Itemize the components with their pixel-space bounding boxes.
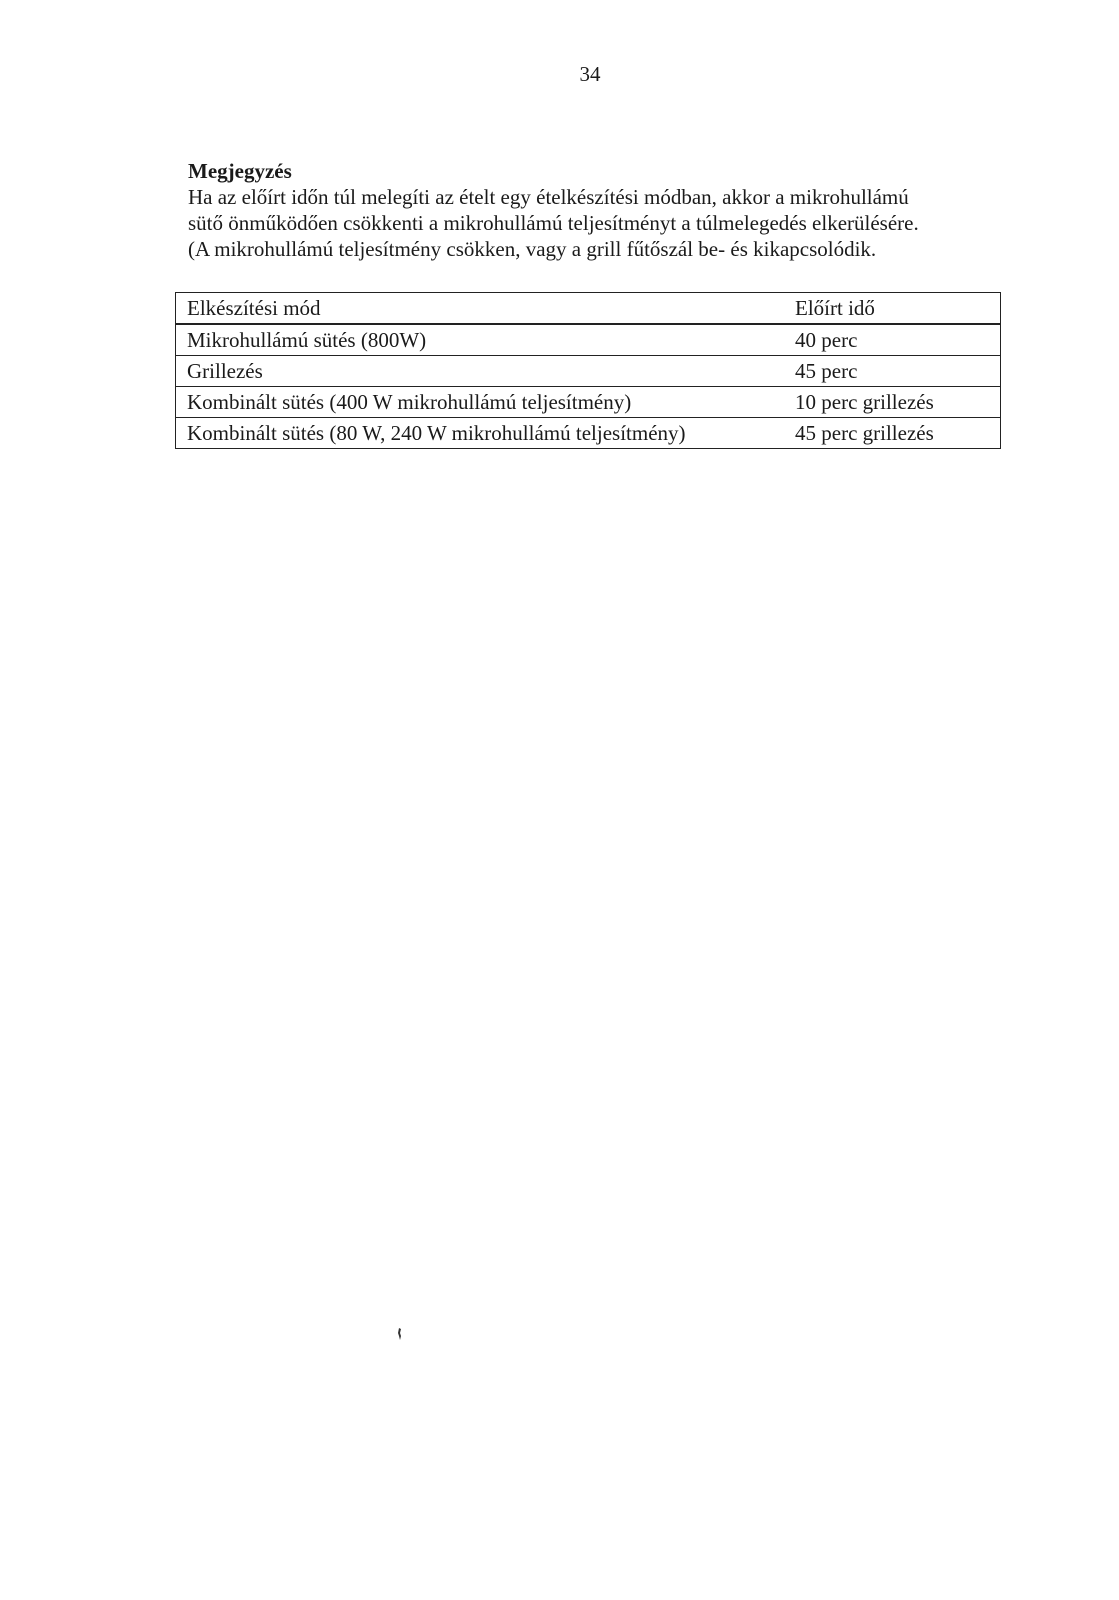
table-header-row <box>176 293 1001 325</box>
method-cell: Grillezés <box>176 356 778 387</box>
method-cell: Kombinált sütés (80 W, 240 W mikrohullámú teljesítmény) <box>176 418 778 449</box>
time-cell: 40 perc <box>777 324 1001 356</box>
page-number: 34 <box>579 62 601 86</box>
note-line: Ha az előírt időn túl melegíti az ételt egy ételkészítési módban, akkor a mikrohullámú <box>188 185 909 209</box>
time-cell: 45 perc <box>777 356 1001 387</box>
table-row <box>176 356 1001 387</box>
note-title: Megjegyzés <box>188 159 292 183</box>
table-row <box>176 387 1001 418</box>
table-row <box>176 418 1001 449</box>
header-time: Előírt idő <box>777 293 1001 325</box>
table-row <box>176 324 1001 356</box>
time-cell: 45 perc grillezés <box>777 418 1001 449</box>
cooking-time-table <box>175 292 1001 449</box>
method-cell: Mikrohullámú sütés (800W) <box>176 324 778 356</box>
note-line: sütő önműködően csökkenti a mikrohullámú teljesítményt a túlmelegedés elkerülésére. <box>188 211 919 235</box>
header-method: Elkészítési mód <box>176 293 778 325</box>
note-line: (A mikrohullámú teljesítmény csökken, vagy a grill fűtőszál be- és kikapcsolódik. <box>188 237 877 261</box>
time-cell: 10 perc grillezés <box>777 387 1001 418</box>
method-cell: Kombinált sütés (400 W mikrohullámú teljesítmény) <box>176 387 778 418</box>
note-section <box>188 158 1018 262</box>
scan-speck-mark <box>398 1328 402 1340</box>
